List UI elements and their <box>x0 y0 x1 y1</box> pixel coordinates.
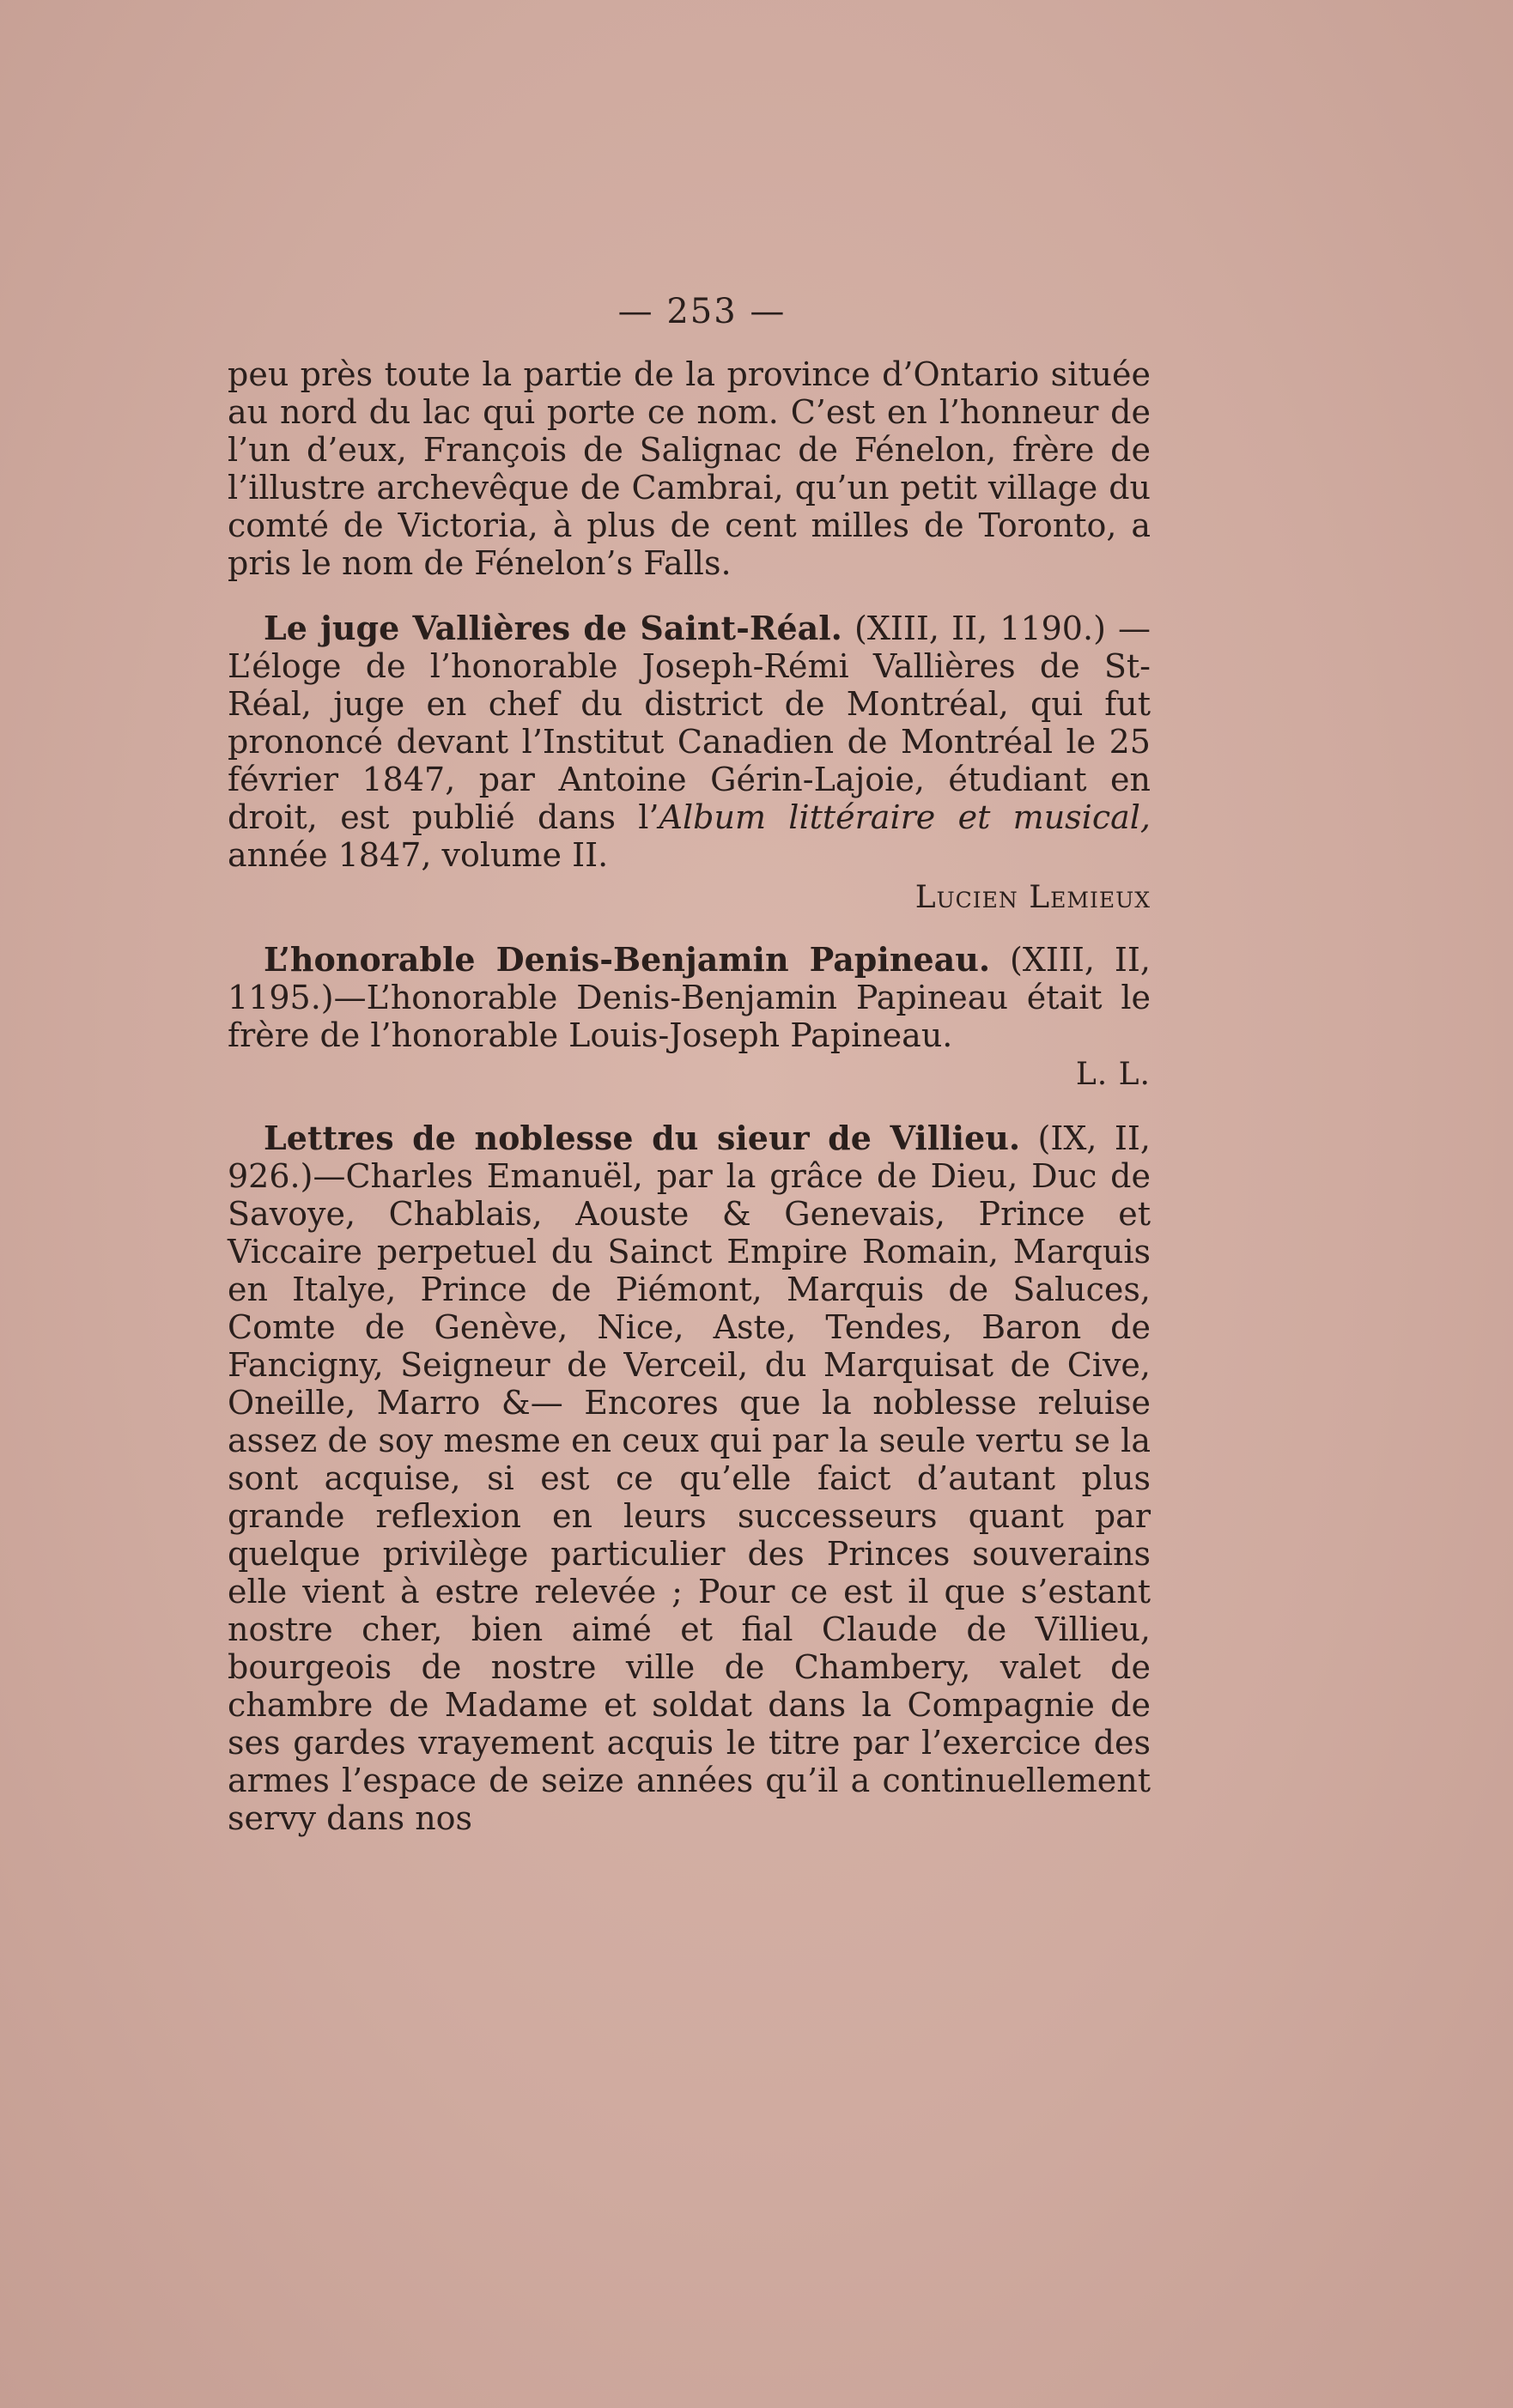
entry-reference: (XIII, II, 1190.) <box>842 610 1106 647</box>
entry-signature: L. L. <box>1075 1057 1151 1092</box>
book-page <box>228 292 1151 1837</box>
entry-text: —L’éloge de l’honorable Joseph-Rémi Vallières de St-Réal, juge en chef du district de Montréal, qui fut prononcé devant l’Institut Canadien de Montréal le 25 février 1847, par Antoine Gérin-Lajoie, étudiant en droit, est publié dans l’ <box>228 610 1151 836</box>
entry-signature: Lucien Lemieux <box>914 880 1151 915</box>
entry-heading: Lettres de noblesse du sieur de Villieu. <box>264 1119 1021 1157</box>
entry-villieu <box>228 1119 1151 1837</box>
entry-italic-title: Album littéraire et musical, <box>659 798 1151 836</box>
entry-reference: (IX, II, 926.) <box>228 1119 1151 1195</box>
entry-heading: Le juge Vallières de Saint-Réal. <box>264 609 842 647</box>
entry-vallieres <box>228 610 1151 874</box>
page-number: — 253 — <box>617 292 787 331</box>
entry-papineau <box>228 941 1151 1054</box>
entry-text: année 1847, volume II. <box>228 836 609 874</box>
entry-reference: (XIII, II, 1195.) <box>228 941 1151 1016</box>
intro-paragraph: peu près toute la partie de la province d’Ontario située au nord du lac qui porte ce nom. C’est en l’honneur de l’un d’eux, François de Salignac de Fénelon, frère de l’illustre archevêque de Cambrai, qu’un petit village du comté de Victoria, à plus de cent milles de Toronto, a pris le nom de Fénelon’s Falls. <box>228 355 1151 582</box>
entry-text: —L’honorable Denis-Benjamin Papineau était le frère de l’honorable Louis-Joseph Papineau. <box>228 979 1151 1054</box>
entry-text: —Charles Emanuël, par la grâce de Dieu, Duc de Savoye, Chablais, Aouste & Genevais, Prince et Viccaire perpetuel du Sainct Empire Romain, Marquis en Italye, Prince de Piémont, Marquis de Saluces, Comte de Genève, Nice, Aste, Tendes, Baron de Fancigny, Seigneur de Verceil, du Marquisat de Cive, Oneille, Marro &— Encores que la noblesse reluise assez de soy mesme en ceux qui par la seule vertu se la sont acquise, si est ce qu’elle faict d’autant plus grande reflexion en leurs successeurs quant par quelque privilège particulier des Princes souverains elle vient à estre relevée ; Pour ce est il que s’estant nostre cher, bien aimé et fial Claude de Villieu, bourgeois de nostre ville de Chambery, valet de chambre de Madame et soldat dans la Compagnie de ses gardes vrayement acquis le titre par l’exercice des armes l’espace de seize années qu’il a continuellement servy dans nos <box>228 1157 1151 1837</box>
entry-heading: L’honorable Denis-Benjamin Papineau. <box>264 940 991 979</box>
